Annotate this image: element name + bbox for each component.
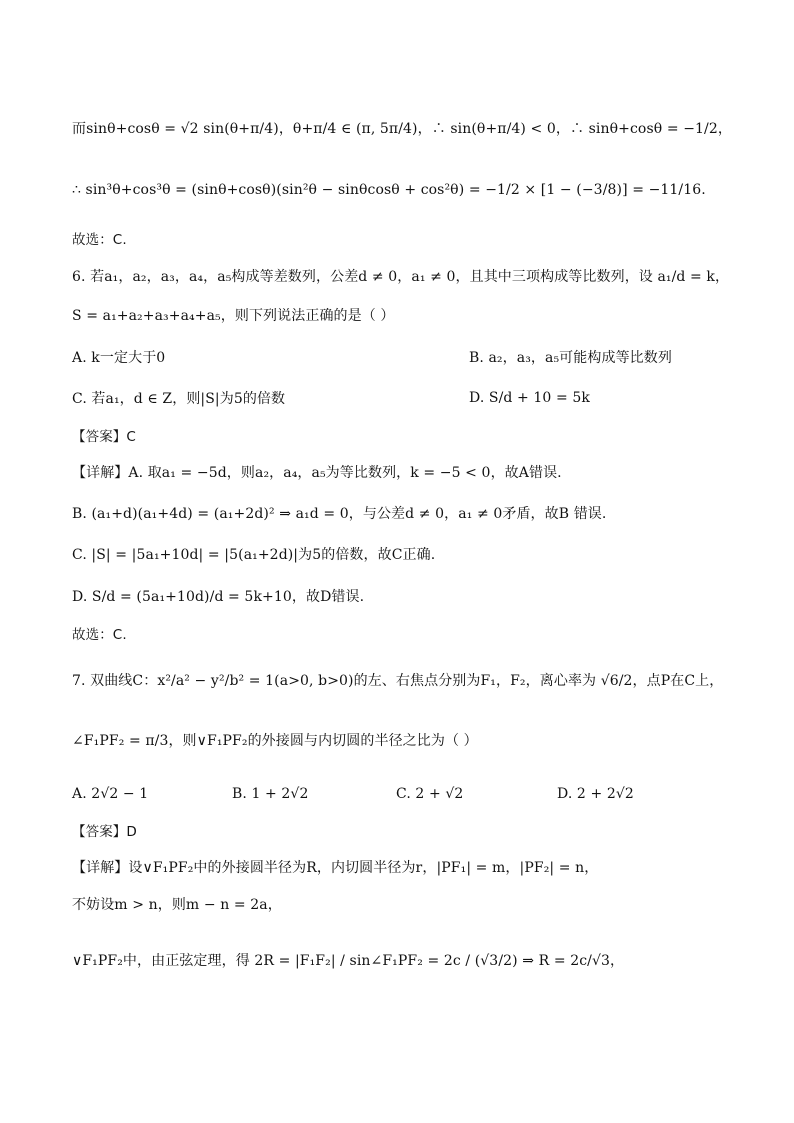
q6-options-row-2 (72, 378, 722, 418)
q6-choice: 故选：C. (72, 627, 127, 643)
q7-explain-1: 【详解】设∨F₁PF₂中的外接圆半径为R，内切圆半径为r，|PF₁| = m，|PF₂| = n， (72, 860, 599, 876)
q6-explain-a: 【详解】A. 取a₁ = −5d，则a₂，a₄，a₅为等比数列，k = −5 < 0，故A错误. (72, 465, 562, 481)
q7-options-row (72, 774, 722, 814)
question-7-stem: 7. 双曲线C：x²/a² − y²/b² = 1(a>0, b>0)的左、右焦点分别为F₁，F₂，离心率为 √6/2，点P在C上， (72, 673, 724, 689)
q6-explain-c: C. |S| = |5a₁+10d| = |5(a₁+2d)|为5的倍数，故C正确. (72, 547, 436, 563)
text-line-1: 而sinθ+cosθ = √2 sin(θ+π/4)，θ+π/4 ∈ (π, 5π/4)，∴ sin(θ+π/4) < 0，∴ sinθ+cosθ = −1/2， (72, 121, 732, 137)
q6-explain-b: B. (a₁+d)(a₁+4d) = (a₁+2d)² ⇒ a₁d = 0，与公差d ≠ 0，a₁ ≠ 0矛盾，故B 错误. (72, 506, 607, 522)
q7-option-d: D. 2 + 2√2 (557, 786, 634, 802)
q7-option-a: A. 2√2 − 1 (72, 786, 149, 802)
q6-option-b: B. a₂，a₃，a₅可能构成等比数列 (469, 350, 672, 366)
q7-option-b: B. 1 + 2√2 (232, 786, 309, 802)
q6-explain-d: D. S/d = (5a₁+10d)/d = 5k+10，故D错误. (72, 589, 365, 605)
q6-option-a: A. k一定大于0 (72, 350, 166, 366)
q6-option-c: C. 若a₁，d ∈ Z，则|S|为5的倍数 (72, 391, 286, 407)
q7-explain-3: ∨F₁PF₂中，由正弦定理，得 2R = |F₁F₂| / sin∠F₁PF₂ = 2c / (√3/2) ⇒ R = 2c/√3， (72, 953, 625, 969)
q7-explain-2: 不妨设m > n，则m − n = 2a， (72, 897, 282, 913)
text-line-3: 故选：C. (72, 232, 127, 248)
q6-answer: 【答案】C (72, 429, 136, 445)
q6-option-d: D. S/d + 10 = 5k (469, 390, 590, 406)
q7-option-c: C. 2 + √2 (396, 786, 464, 802)
question-6-stem: 6. 若a₁，a₂，a₃，a₄，a₅构成等差数列，公差d ≠ 0，a₁ ≠ 0，且其中三项构成等比数列，设 a₁/d = k， (72, 269, 730, 285)
q7-answer: 【答案】D (72, 824, 137, 840)
question-6-stem-cont: S = a₁+a₂+a₃+a₄+a₅，则下列说法正确的是（ ） (72, 308, 395, 324)
q6-options-row-1 (72, 337, 722, 377)
question-7-stem-cont: ∠F₁PF₂ = π/3，则∨F₁PF₂的外接圆与内切圆的半径之比为（ ） (72, 733, 478, 749)
text-line-2: ∴ sin³θ+cos³θ = (sinθ+cosθ)(sin²θ − sinθcosθ + cos²θ) = −1/2 × [1 − (−3/8)] = −11/16. (72, 182, 706, 198)
